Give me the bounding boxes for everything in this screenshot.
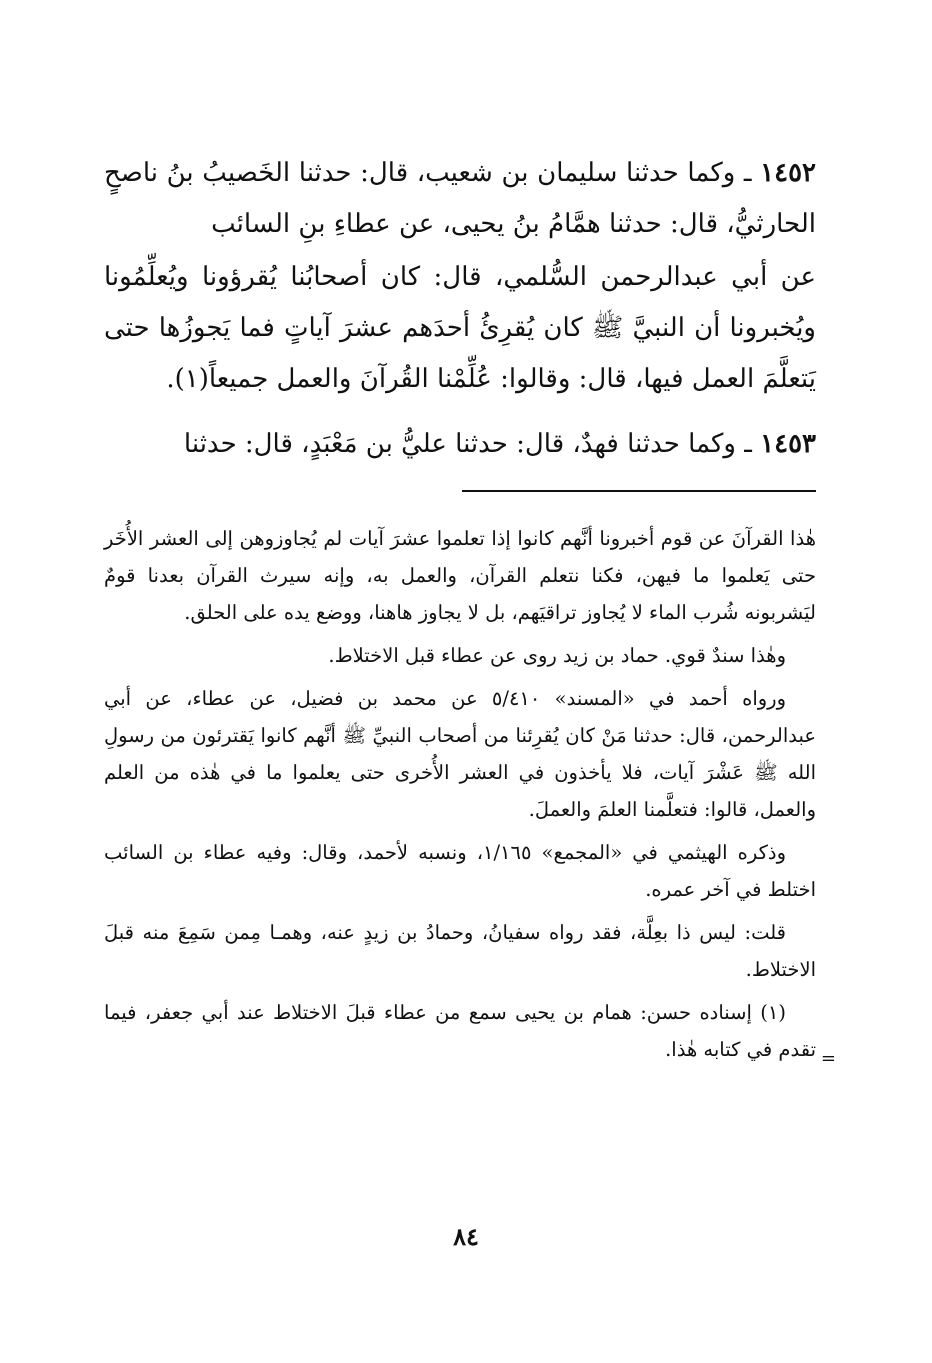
hadith-text: ـ وكما حدثنا سليمان بن شعيب، قال: حدثنا الخَصيبُ بنُ ناصحٍ الحارثيُّ، قال: حدثنا همَّامُ بنُ يحيى، عن عطاءِ بنِ السائب [104, 158, 816, 239]
hadith-1453 [104, 419, 816, 470]
hadith-number: ١٤٥٢ [760, 158, 816, 188]
footnote-separator [462, 490, 816, 492]
footnotes [104, 520, 836, 1074]
hadith-text: ـ وكما حدثنا فهدٌ، قال: حدثنا عليُّ بن مَعْبَدٍ، قال: حدثنا [183, 429, 761, 459]
hadith-1452 [104, 148, 816, 250]
footnote-paragraph: وذكره الهيثمي في «المجمع» ١/١٦٥، ونسبه لأحمد، وقال: وفيه عطاء بن السائب اختلط في آخر عمره. [104, 841, 816, 901]
page-number: ٨٤ [453, 1222, 479, 1251]
hadith-number: ١٤٥٣ [760, 429, 816, 459]
footnote-paragraph: ورواه أحمد في «المسند» ٥/٤١٠ عن محمد بن فضيل، عن عطاء، عن أبي عبدالرحمن، قال: حدثنا مَنْ كان يُقرِئنا من أصحاب النبيِّ ﷺ أنَّهم كانوا يَقترئون من رسولِ الله ﷺ عَشْرَ آيات، فلا يأخذون في العشر الأُخرى حتى يعلموا ما في هٰذه من العلم والعمل، قالوا: فتعلَّمنا العلمَ والعملَ. [104, 687, 816, 821]
footnote-paragraph: هٰذا القرآنَ عن قوم أخبرونا أنَّهم كانوا إذا تعلموا عشرَ آيات لم يُجاوزوهن إلى العشر الأُخَر حتى يَعلموا ما فيهن، فكنا نتعلم القرآن، والعمل به، وإنه سيرث القرآن بعدنا قومٌ ليَشربونه شُرب الماء لا يُجاوز تراقيَهم، بل لا يجاوز هاهنا، ووضع يده على الحلق. [104, 527, 816, 624]
footnote-paragraph: وهٰذا سندٌ قوي. حماد بن زيد روى عن عطاء قبل الاختلاط. [328, 644, 786, 667]
footnote-paragraph: قلت: ليس ذا بعِلَّة، فقد رواه سفيانُ، وحمادُ بن زيدٍ عنه، وهمـا مِمن سَمِعَ منه قبلَ الاختلاط. [104, 921, 816, 981]
hadith-1452-continuation: عن أبي عبدالرحمن السُّلمي، قال: كان أصحابُنا يُقرؤونا ويُعلِّمُونا ويُخبرونا أن النبيَّ ﷺ كان يُقرِئُ أحدَهم عشرَ آياتٍ فما يَجوزُها حتى يَتعلَّمَ العمل فيها، قال: وقالوا: عُلِّمْنا القُرآنَ والعمل جميعاً(١). [104, 262, 816, 394]
continuation-marker: = [820, 1048, 836, 1069]
footnote-1: (١) إسناده حسن: همام بن يحيى سمع من عطاء قبلَ الاختلاط عند أبي جعفر، فيما تقدم في كتابه هٰذا. [104, 1001, 816, 1061]
